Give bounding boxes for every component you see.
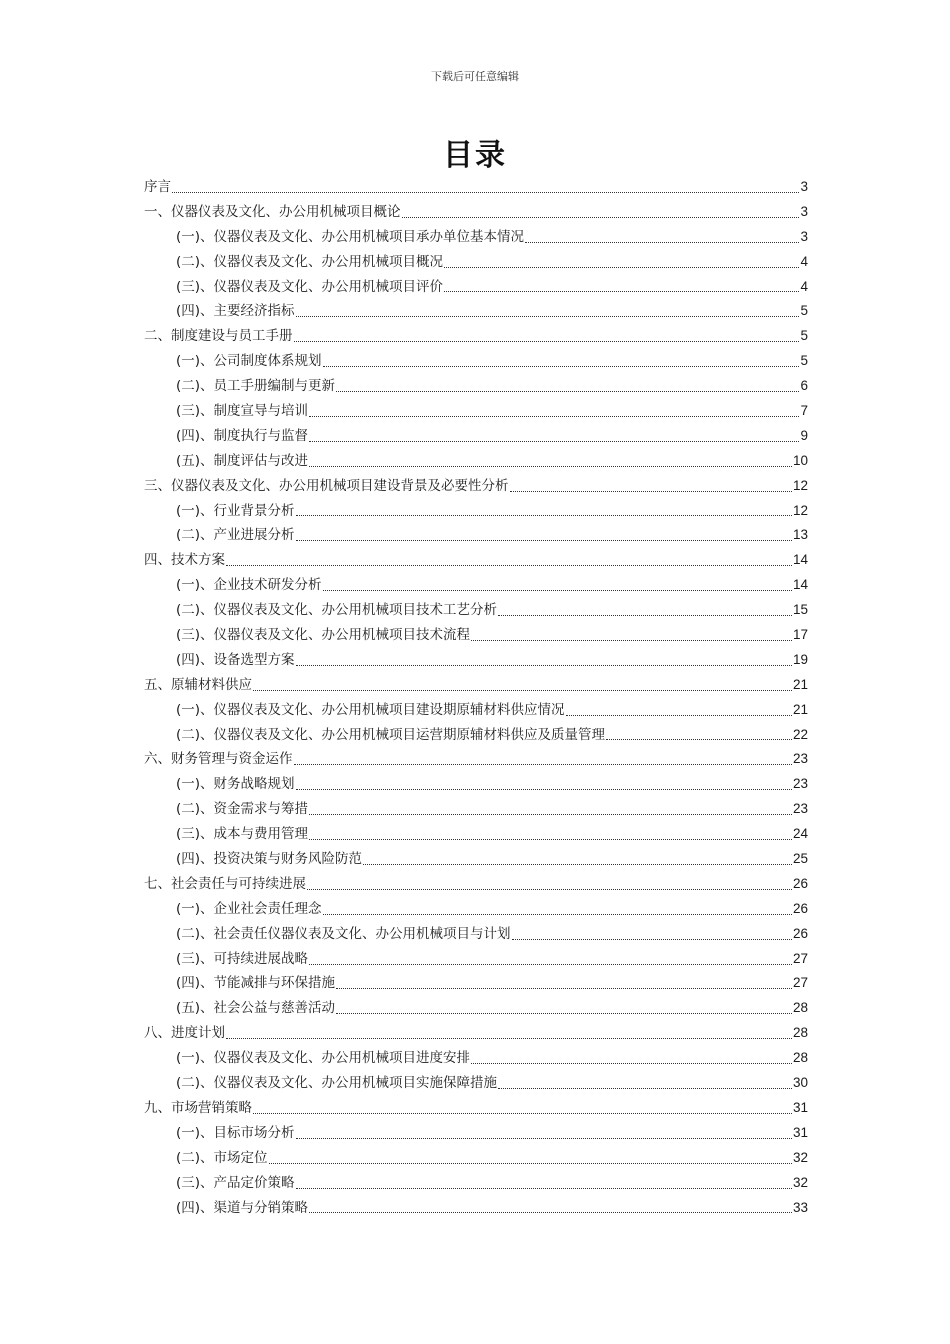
toc-entry[interactable] [144, 822, 808, 847]
toc-entry-page-number: 19 [792, 651, 808, 667]
toc-dot-leader [269, 1162, 792, 1164]
toc-entry-page-number: 5 [800, 328, 808, 344]
toc-dot-leader [498, 614, 792, 616]
toc-entry[interactable] [144, 598, 808, 623]
toc-entry-label: 七、社会责任与可持续进展 [144, 875, 306, 892]
toc-entry[interactable] [144, 1021, 808, 1046]
toc-entry[interactable] [144, 1146, 808, 1171]
toc-entry[interactable] [144, 374, 808, 399]
toc-entry-label: 三、仪器仪表及文化、办公用机械项目建设背景及必要性分析 [144, 477, 509, 494]
toc-entry[interactable] [144, 523, 808, 548]
toc-entry[interactable] [144, 548, 808, 573]
toc-dot-leader [512, 938, 792, 940]
toc-entry[interactable] [144, 723, 808, 748]
toc-entry-label: 一、仪器仪表及文化、办公用机械项目概论 [144, 203, 401, 220]
toc-entry-label: (四)、渠道与分销策略 [176, 1199, 309, 1216]
toc-entry-label: 六、财务管理与资金运作 [144, 751, 293, 768]
toc-dot-leader [510, 490, 792, 492]
toc-entry-page-number: 22 [792, 726, 808, 742]
toc-dot-leader [323, 589, 792, 591]
toc-dot-leader [253, 689, 792, 691]
toc-entry[interactable] [144, 399, 808, 424]
toc-dot-leader [309, 838, 792, 840]
toc-dot-leader [253, 1112, 792, 1114]
toc-dot-leader [294, 340, 800, 342]
toc-entry-label: (五)、制度评估与改进 [176, 452, 309, 469]
toc-entry-page-number: 23 [792, 801, 808, 817]
toc-entry-page-number: 28 [792, 1050, 808, 1066]
toc-entry[interactable] [144, 424, 808, 449]
toc-entry-label: (三)、可持续进展战略 [176, 950, 309, 967]
toc-entry-label: (二)、社会责任仪器仪表及文化、办公用机械项目与计划 [176, 925, 511, 942]
toc-entry-page-number: 24 [792, 826, 808, 842]
toc-entry-page-number: 32 [792, 1149, 808, 1165]
toc-entry[interactable] [144, 275, 808, 300]
toc-dot-leader [307, 888, 792, 890]
toc-entry[interactable] [144, 972, 808, 997]
toc-entry-label: (二)、员工手册编制与更新 [176, 378, 336, 395]
toc-entry-label: (三)、产品定价策略 [176, 1174, 295, 1191]
toc-entry-page-number: 23 [792, 751, 808, 767]
toc-dot-leader [444, 266, 799, 268]
toc-entry[interactable] [144, 872, 808, 897]
toc-dot-leader [296, 539, 792, 541]
toc-dot-leader [363, 863, 792, 865]
page-title: 目录 [443, 138, 507, 173]
toc-entry-page-number: 26 [792, 925, 808, 941]
toc-dot-leader [606, 738, 792, 740]
toc-dot-leader [296, 315, 800, 317]
toc-dot-leader [444, 290, 799, 292]
toc-entry-page-number: 5 [800, 353, 808, 369]
toc-entry-label: (三)、成本与费用管理 [176, 826, 309, 843]
toc-entry[interactable] [144, 1046, 808, 1071]
toc-entry-label: 序言 [144, 178, 171, 195]
toc-entry-page-number: 12 [792, 502, 808, 518]
toc-entry[interactable] [144, 1071, 808, 1096]
toc-dot-leader [566, 714, 792, 716]
toc-entry-page-number: 4 [800, 253, 808, 269]
toc-entry[interactable] [144, 797, 808, 822]
toc-entry-page-number: 28 [792, 1000, 808, 1016]
toc-entry-page-number: 6 [800, 378, 808, 394]
toc-dot-leader [226, 1037, 792, 1039]
toc-entry[interactable] [144, 449, 808, 474]
toc-entry[interactable] [144, 1171, 808, 1196]
toc-entry[interactable] [144, 1121, 808, 1146]
toc-entry-page-number: 5 [800, 303, 808, 319]
toc-entry-label: (四)、主要经济指标 [176, 303, 295, 320]
toc-entry[interactable] [144, 623, 808, 648]
toc-entry-label: (四)、投资决策与财务风险防范 [176, 851, 363, 868]
toc-entry-page-number: 15 [792, 602, 808, 618]
toc-entry[interactable] [144, 299, 808, 324]
toc-dot-leader [336, 987, 792, 989]
toc-entry-page-number: 32 [792, 1174, 808, 1190]
toc-entry[interactable] [144, 324, 808, 349]
toc-dot-leader [336, 390, 799, 392]
toc-entry-label: 二、制度建设与员工手册 [144, 328, 293, 345]
toc-dot-leader [172, 191, 799, 193]
toc-entry-page-number: 23 [792, 776, 808, 792]
toc-entry-label: (二)、资金需求与筹措 [176, 801, 309, 818]
toc-entry-page-number: 10 [792, 452, 808, 468]
toc-entry-label: (一)、仪器仪表及文化、办公用机械项目承办单位基本情况 [176, 228, 525, 245]
toc-dot-leader [294, 763, 792, 765]
toc-entry-page-number: 26 [792, 900, 808, 916]
toc-entry[interactable] [144, 175, 808, 200]
page-header: 下载后可任意编辑 [431, 70, 519, 83]
toc-entry-page-number: 3 [800, 203, 808, 219]
toc-entry-page-number: 25 [792, 851, 808, 867]
toc-entry-page-number: 26 [792, 875, 808, 891]
toc-dot-leader [296, 1187, 792, 1189]
toc-entry-label: 五、原辅材料供应 [144, 676, 252, 693]
toc-entry-page-number: 12 [792, 477, 808, 493]
toc-entry[interactable] [144, 747, 808, 772]
toc-dot-leader [309, 440, 799, 442]
toc-entry-page-number: 33 [792, 1199, 808, 1215]
toc-dot-leader [402, 216, 800, 218]
toc-entry-label: (二)、市场定位 [176, 1149, 268, 1166]
toc-dot-leader [309, 963, 792, 965]
toc-entry[interactable] [144, 772, 808, 797]
toc-entry-page-number: 9 [800, 427, 808, 443]
toc-dot-leader [471, 1062, 792, 1064]
toc-entry-label: (一)、企业社会责任理念 [176, 900, 322, 917]
toc-entry-page-number: 28 [792, 1025, 808, 1041]
toc-dot-leader [498, 1087, 792, 1089]
toc-entry-label: (一)、仪器仪表及文化、办公用机械项目建设期原辅材料供应情况 [176, 701, 565, 718]
toc-entry[interactable] [144, 698, 808, 723]
toc-entry-label: (二)、仪器仪表及文化、办公用机械项目技术工艺分析 [176, 602, 498, 619]
toc-entry-label: (三)、仪器仪表及文化、办公用机械项目评价 [176, 278, 444, 295]
toc-entry-page-number: 21 [792, 676, 808, 692]
toc-entry-label: (四)、制度执行与监督 [176, 427, 309, 444]
toc-entry[interactable] [144, 1196, 808, 1221]
toc-entry[interactable] [144, 947, 808, 972]
toc-entry[interactable] [144, 897, 808, 922]
toc-dot-leader [471, 639, 792, 641]
toc-dot-leader [525, 241, 799, 243]
toc-dot-leader [296, 1137, 792, 1139]
toc-entry-page-number: 31 [792, 1099, 808, 1115]
toc-entry[interactable] [144, 922, 808, 947]
toc-entry-label: (四)、节能减排与环保措施 [176, 975, 336, 992]
toc-entry-page-number: 3 [800, 178, 808, 194]
toc-entry-page-number: 27 [792, 950, 808, 966]
toc-entry-page-number: 4 [800, 278, 808, 294]
toc-dot-leader [336, 1012, 792, 1014]
toc-entry[interactable] [144, 200, 808, 225]
toc-entry-label: (二)、仪器仪表及文化、办公用机械项目运营期原辅材料供应及质量管理 [176, 726, 606, 743]
toc-entry-page-number: 31 [792, 1124, 808, 1140]
toc-entry[interactable] [144, 996, 808, 1021]
toc-entry-label: (一)、目标市场分析 [176, 1124, 295, 1141]
toc-entry[interactable] [144, 474, 808, 499]
toc-entry-page-number: 14 [792, 577, 808, 593]
toc-dot-leader [309, 1211, 792, 1213]
toc-entry[interactable] [144, 250, 808, 275]
toc-entry[interactable] [144, 573, 808, 598]
toc-dot-leader [323, 365, 800, 367]
toc-entry-label: (一)、行业背景分析 [176, 502, 295, 519]
toc-entry[interactable] [144, 225, 808, 250]
toc-entry[interactable] [144, 349, 808, 374]
toc-dot-leader [296, 788, 792, 790]
toc-entry-page-number: 21 [792, 701, 808, 717]
toc-entry-label: (一)、财务战略规划 [176, 776, 295, 793]
toc-entry-label: 八、进度计划 [144, 1025, 225, 1042]
toc-entry-label: (二)、仪器仪表及文化、办公用机械项目实施保障措施 [176, 1075, 498, 1092]
toc-entry-label: (二)、仪器仪表及文化、办公用机械项目概况 [176, 253, 444, 270]
toc-entry-page-number: 13 [792, 527, 808, 543]
toc-entry-label: (一)、企业技术研发分析 [176, 577, 322, 594]
toc-dot-leader [296, 514, 792, 516]
toc-entry-page-number: 27 [792, 975, 808, 991]
toc-entry-page-number: 3 [800, 228, 808, 244]
toc-entry[interactable] [144, 648, 808, 673]
toc-entry-page-number: 17 [792, 627, 808, 643]
toc-entry-label: (三)、制度宣导与培训 [176, 403, 309, 419]
table-of-contents [144, 175, 808, 1220]
toc-entry-label: 九、市场营销策略 [144, 1099, 252, 1116]
toc-entry-page-number: 7 [800, 403, 808, 418]
toc-entry-page-number: 30 [792, 1075, 808, 1091]
toc-dot-leader [226, 564, 792, 566]
toc-dot-leader [309, 813, 792, 815]
toc-dot-leader [309, 465, 792, 467]
toc-entry[interactable] [144, 847, 808, 872]
toc-entry-label: (二)、产业进展分析 [176, 527, 295, 544]
toc-entry[interactable] [144, 673, 808, 698]
toc-entry-label: (一)、仪器仪表及文化、办公用机械项目进度安排 [176, 1050, 471, 1067]
toc-entry-label: (五)、社会公益与慈善活动 [176, 1000, 336, 1017]
toc-entry-label: 四、技术方案 [144, 552, 225, 569]
toc-entry-label: (一)、公司制度体系规划 [176, 353, 322, 370]
toc-entry-page-number: 14 [792, 552, 808, 568]
toc-dot-leader [309, 415, 799, 417]
toc-entry[interactable] [144, 499, 808, 524]
toc-entry[interactable] [144, 1096, 808, 1121]
toc-entry-label: (四)、设备选型方案 [176, 651, 295, 668]
toc-dot-leader [296, 664, 792, 666]
toc-dot-leader [323, 913, 792, 915]
toc-entry-label: (三)、仪器仪表及文化、办公用机械项目技术流程 [176, 627, 471, 644]
